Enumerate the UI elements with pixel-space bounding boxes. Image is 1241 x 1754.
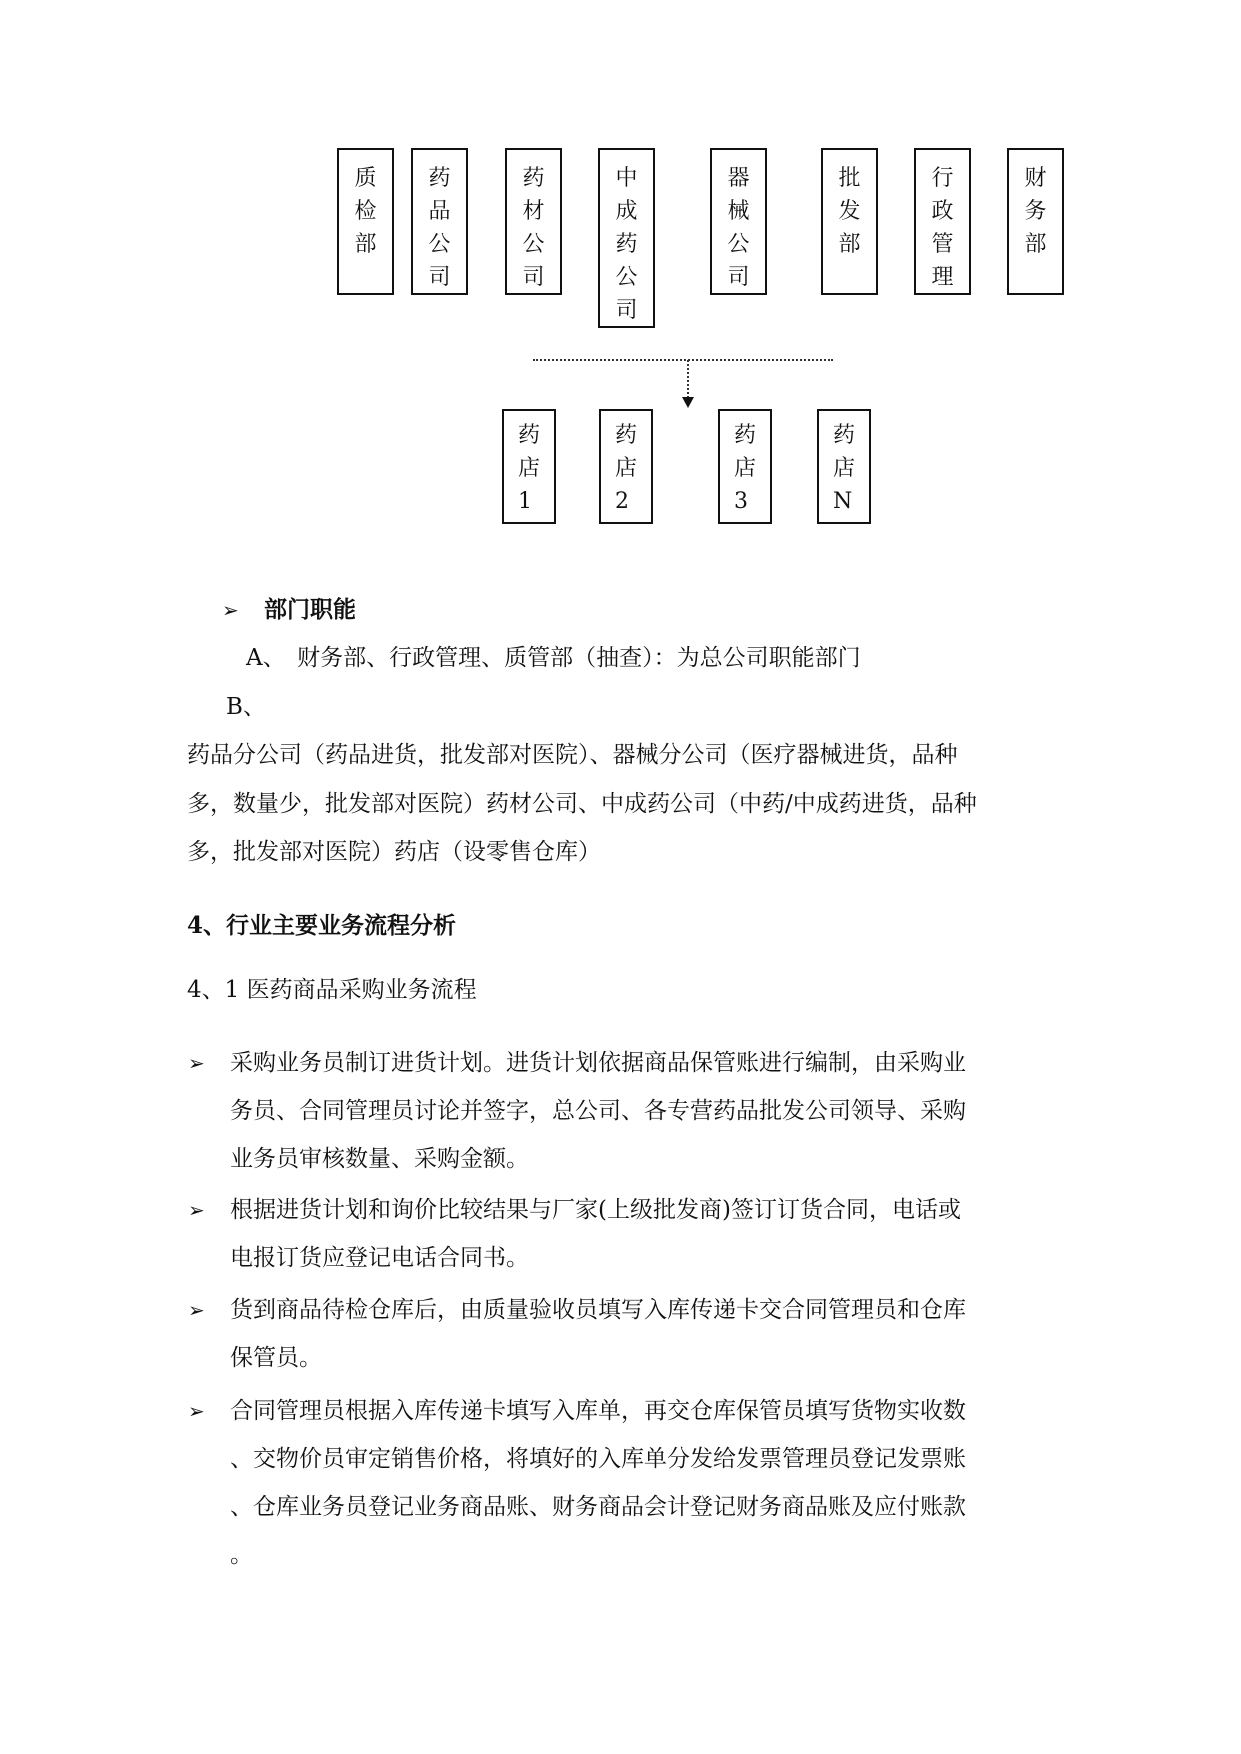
store-label: 药店3 — [734, 423, 757, 514]
list-bullet-icon: ➢ — [188, 1198, 205, 1222]
list-item-line: 业务员审核数量、采购金额。 — [230, 1146, 529, 1172]
dept-function-item-b-line: 多，数量少，批发部对医院）药材公司、中成药公司（中药/中成药进货，品种 — [187, 791, 977, 817]
list-bullet-icon: ➢ — [188, 1298, 205, 1322]
dept-function-item-a: A、 财务部、行政管理、质管部（抽查）：为总公司职能部门 — [246, 645, 861, 671]
list-item-line: 、仓库业务员登记业务商品账、财务商品会计登记财务商品账及应付账款 — [230, 1494, 966, 1520]
dept-box-wholesale — [821, 148, 878, 295]
list-item-line: 电报订货应登记电话合同书。 — [230, 1245, 529, 1271]
dept-label: 药品公司 — [428, 166, 451, 290]
dept-box-herb-company — [505, 148, 562, 295]
dept-label: 批发部 — [838, 166, 861, 257]
dept-box-admin — [914, 148, 971, 295]
store-box-n — [817, 409, 871, 524]
connector-vertical-line — [687, 360, 689, 398]
heading-bullet-icon: ➢ — [222, 598, 239, 622]
dept-box-quality — [337, 148, 394, 295]
list-item-line: 务员、合同管理员讨论并签字，总公司、各专营药品批发公司领导、采购 — [230, 1098, 966, 1124]
list-bullet-icon: ➢ — [188, 1051, 205, 1075]
section-title: 4、行业主要业务流程分析 — [187, 912, 457, 939]
dept-label: 药材公司 — [522, 166, 545, 290]
dept-box-tcm-company — [598, 148, 655, 328]
dept-function-item-b-line: 药品分公司（药品进货，批发部对医院）、器械分公司（医疗器械进货，品种 — [187, 742, 958, 768]
dept-box-drug-company — [411, 148, 468, 295]
dept-label: 中成药公司 — [615, 166, 638, 323]
dept-label: 质检部 — [354, 166, 377, 257]
dept-box-device-company — [710, 148, 767, 295]
dept-label: 行政管理 — [931, 166, 954, 290]
list-item-line: 货到商品待检仓库后，由质量验收员填写入库传递卡交合同管理员和仓库 — [230, 1297, 966, 1323]
list-bullet-icon: ➢ — [188, 1399, 205, 1423]
dept-box-finance — [1007, 148, 1064, 295]
list-item-line: 根据进货计划和询价比较结果与厂家(上级批发商)签订订货合同，电话或 — [230, 1197, 961, 1223]
list-item-line: 、交物价员审定销售价格，将填好的入库单分发给发票管理员登记发票账 — [230, 1446, 966, 1472]
store-label: 药店2 — [615, 423, 638, 514]
connector-horizontal-line — [533, 359, 833, 361]
section-subtitle: 4、1 医药商品采购业务流程 — [187, 977, 477, 1003]
list-item-line: 。 — [230, 1542, 253, 1568]
store-label: 药店N — [833, 423, 856, 514]
store-box-1 — [502, 409, 556, 524]
arrow-down-icon — [682, 397, 694, 408]
list-item-line: 保管员。 — [230, 1345, 322, 1371]
store-label: 药店1 — [518, 423, 541, 514]
dept-function-item-b-label: B、 — [226, 694, 266, 720]
dept-label: 器械公司 — [727, 166, 750, 290]
dept-function-item-b-line: 多，批发部对医院）药店（设零售仓库） — [187, 839, 601, 865]
section-heading-dept-functions: 部门职能 — [264, 596, 356, 623]
list-item-line: 采购业务员制订进货计划。进货计划依据商品保管账进行编制，由采购业 — [230, 1050, 966, 1076]
store-box-3 — [718, 409, 772, 524]
dept-label: 财务部 — [1024, 166, 1047, 257]
store-box-2 — [599, 409, 653, 524]
list-item-line: 合同管理员根据入库传递卡填写入库单，再交仓库保管员填写货物实收数 — [230, 1398, 966, 1424]
